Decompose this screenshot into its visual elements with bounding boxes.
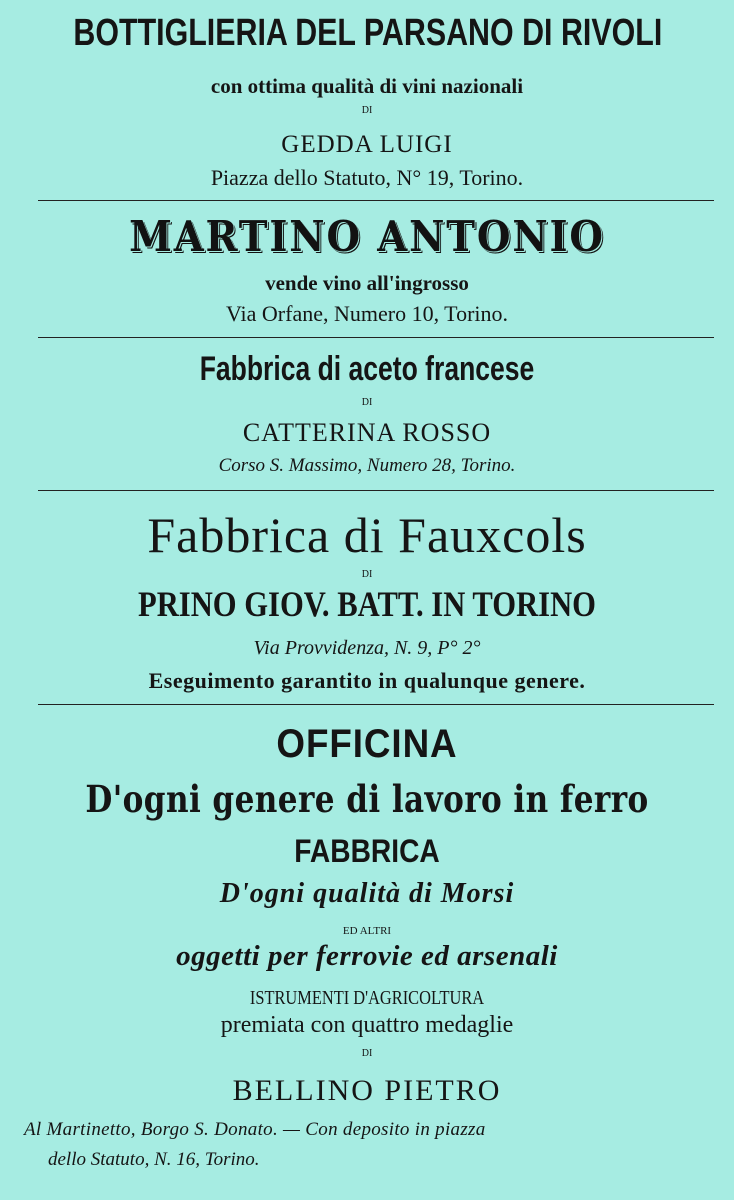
ad5-fabbrica: FABBRICA <box>294 833 440 869</box>
ad2-address: Via Orfane, Numero 10, Torino. <box>225 301 509 326</box>
ad5-line3: oggetti per ferrovie ed arsenali <box>176 940 558 972</box>
ad1-address: Piazza dello Statuto, N° 19, Torino. <box>210 165 524 190</box>
ad4-tagline: Eseguimento garantito in qualunque genere. <box>148 668 586 693</box>
divider-3 <box>38 490 714 491</box>
ad5-line2: D'ogni qualità di Morsi <box>219 878 515 909</box>
ad1-owner: GEDDA LUIGI <box>281 131 453 158</box>
ad4-di: DI <box>361 569 373 580</box>
ad5-address1: Al Martinetto, Borgo S. Donato. — Con deposito in piazza <box>24 1119 486 1140</box>
ad5-di: DI <box>361 1048 373 1059</box>
ad3-di: DI <box>361 397 373 408</box>
divider-4 <box>38 704 714 705</box>
divider-1 <box>38 200 714 201</box>
ad1-subtitle: con ottima qualità di vini nazionali <box>210 74 524 98</box>
ad1-di: DI <box>361 105 373 116</box>
ad5-line4: ISTRUMENTI D'AGRICOLTURA <box>249 987 485 1009</box>
ad1-title: BOTTIGLIERIA DEL PARSANO DI RIVOLI <box>73 12 663 54</box>
ad5-ed-altri: ED ALTRI <box>342 925 392 937</box>
ad5-line1: D'ogni genere di lavoro in ferro <box>85 777 649 821</box>
ad3-title: Fabbrica di aceto francese <box>199 350 535 388</box>
ad2-desc: vende vino all'ingrosso <box>265 271 469 295</box>
divider-2 <box>38 337 714 338</box>
ad5-owner: BELLINO PIETRO <box>232 1074 502 1107</box>
ad3-address: Corso S. Massimo, Numero 28, Torino. <box>218 455 516 476</box>
ad3-owner: CATTERINA ROSSO <box>242 418 492 447</box>
ad5-address2: dello Statuto, N. 16, Torino. <box>48 1149 260 1170</box>
ad4-address: Via Provvidenza, N. 9, P° 2° <box>253 637 481 659</box>
ad2-name: MARTINO ANTONIO <box>129 212 605 261</box>
ad4-title: Fabbrica di Fauxcols <box>147 507 587 563</box>
ad5-line5: premiata con quattro medaglie <box>220 1012 514 1038</box>
ad4-owner: PRINO GIOV. BATT. IN TORINO <box>138 584 596 624</box>
ad5-title: OFFICINA <box>276 722 458 766</box>
